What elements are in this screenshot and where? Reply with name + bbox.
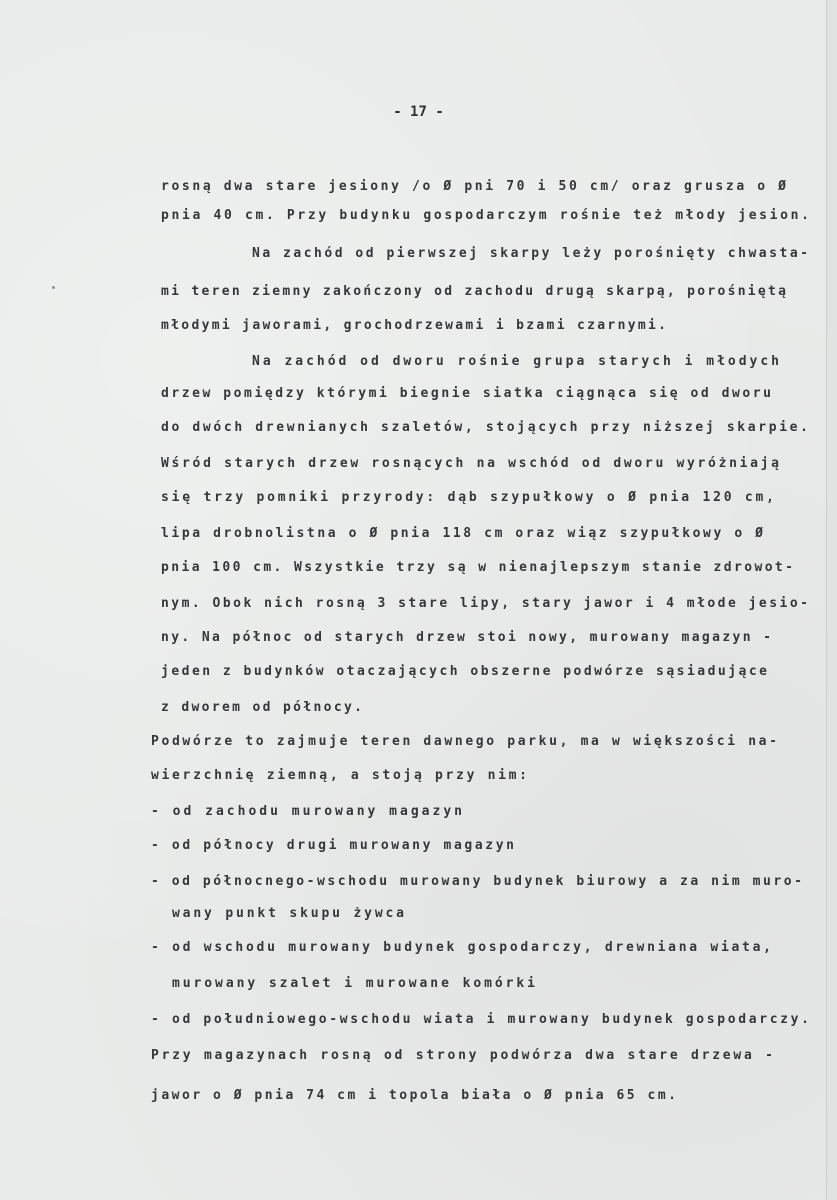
scan-edge [826,0,837,1200]
text-line: pnia 100 cm. Wszystkie trzy są w nienajlepszym stanie zdrowot- [161,560,796,575]
text-line: - od północy drugi murowany magazyn [151,838,517,853]
text-line: lipa drobnolistna o Ø pnia 118 cm oraz wiąz szypułkowy o Ø [161,526,766,541]
text-line: drzew pomiędzy którymi biegnie siatka ciągnąca się od dworu [161,386,774,401]
text-line: rosną dwa stare jesiony /o Ø pni 70 i 50 cm/ oraz grusza o Ø [161,179,789,194]
text-line: Przy magazynach rosną od strony podwórza dwa stare drzewa - [151,1048,776,1063]
text-line: ny. Na północ od starych drzew stoi nowy, murowany magazyn - [161,630,774,645]
text-line: - od północnego-wschodu murowany budynek biurowy a za nim muro- [151,874,805,889]
text-line: - od południowego-wschodu wiata i murowany budynek gospodarczy. [151,1012,812,1027]
text-line: do dwóch drewnianych szaletów, stojących przy niższej skarpie. [161,420,811,435]
text-line: jeden z budynków otaczających obszerne podwórze sąsiadujące [161,664,770,679]
ink-mark [52,286,55,289]
text-line: jawor o Ø pnia 74 cm i topola biała o Ø pnia 65 cm. [151,1088,679,1103]
text-line: Podwórze to zajmuje teren dawnego parku, ma w większości na- [151,734,780,749]
text-line: nym. Obok nich rosną 3 stare lipy, stary jawor i 4 młode jesio- [161,596,811,611]
text-line: - od zachodu murowany magazyn [151,804,465,819]
text-line: mi teren ziemny zakończony od zachodu drugą skarpą, porośniętą [161,284,789,299]
text-line: młodymi jaworami, grochodrzewami i bzami czarnymi. [161,318,669,333]
text-line: Na zachód od pierwszej skarpy leży porośnięty chwasta- [252,246,811,261]
text-line: Na zachód od dworu rośnie grupa starych i młodych [252,354,782,369]
text-line: Wśród starych drzew rosnących na wschód od dworu wyróżniają [161,456,782,471]
text-line: wany punkt skupu żywca [172,906,407,921]
text-line: wierzchnię ziemną, a stoją przy nim: [151,768,530,783]
page-number: - 17 - [393,104,444,120]
text-line: murowany szalet i murowane komórki [172,976,538,991]
text-line: pnia 40 cm. Przy budynku gospodarczym rośnie też młody jesion. [161,208,812,223]
text-line: z dworem od północy. [161,700,365,715]
text-line: się trzy pomniki przyrody: dąb szypułkowy o Ø pnia 120 cm, [161,490,777,505]
text-line: - od wschodu murowany budynek gospodarczy, drewniana wiata, [151,940,774,955]
